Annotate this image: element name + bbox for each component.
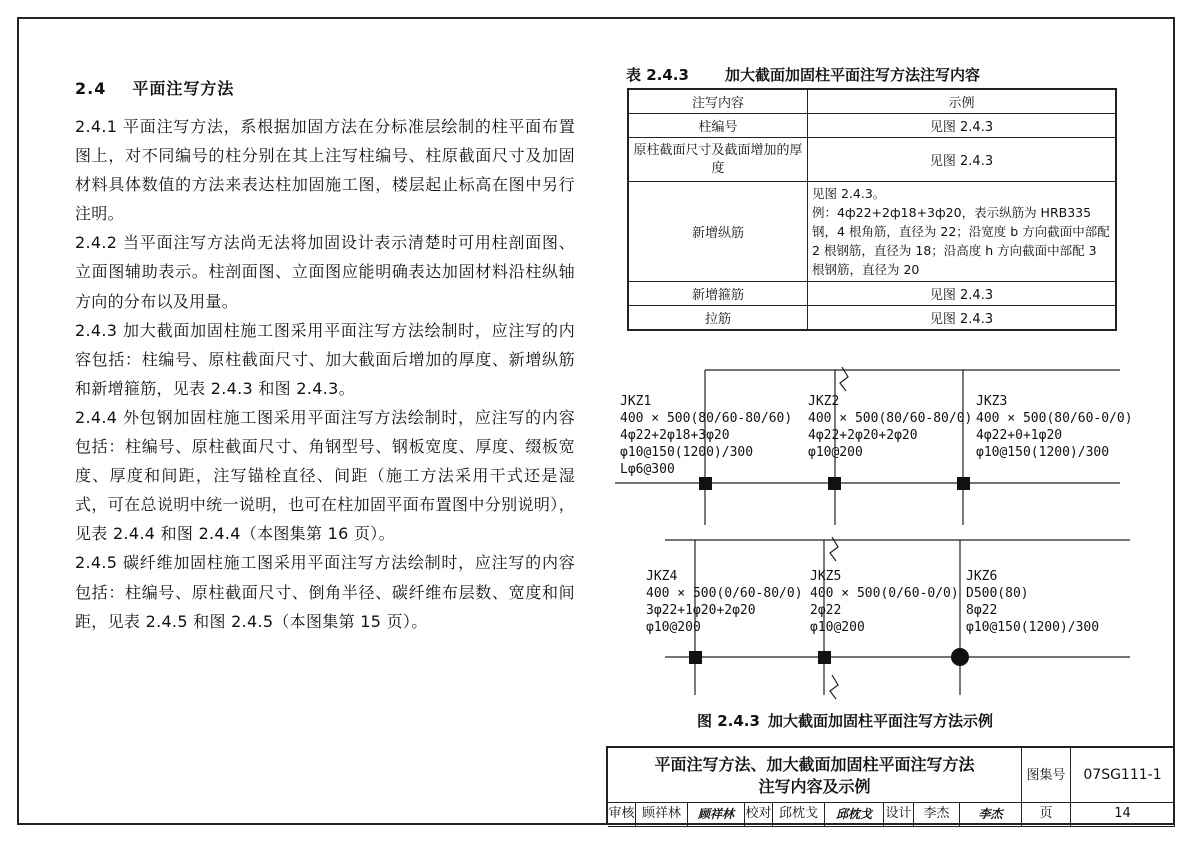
label-jkz1: JKZ1 400 × 500(80/60-80/60) 4φ22+2φ18+3φ20 φ10@150(1200)/300 Lφ6@300 — [620, 394, 793, 477]
paragraph-2-4-1: 2.4.1 平面注写方法，系根据加固方法在分标准层绘制的柱平面布置图上，对不同编号的柱分别在其上注写柱编号、柱原截面尺寸及加固材料具体数值的方法来表达柱加固施工图，楼层起止标高在图中另行注明。 — [75, 117, 575, 224]
section-title: 平面注写方法 — [132, 79, 235, 98]
column-jkz3 — [957, 477, 970, 490]
table-caption — [626, 64, 980, 85]
reviewer-name: 顾祥林 — [636, 803, 688, 827]
paragraph-2-4-4: 2.4.4 外包钢加固柱施工图采用平面注写方法绘制时，应注写的内容包括：柱编号、原柱截面尺寸、角钢型号、钢板宽度、厚度、缀板宽度、厚度和间距，注写锚栓直径、间距（施工方法采用干式还是湿式，可在总说明中统一说明，也可在柱加固平面布置图中分别说明），见表 2.4.4 和图 2.4.4（本图集第 16 页）。 — [75, 407, 575, 544]
review-label: 审核 — [608, 803, 636, 827]
drawing-title-line2: 注写内容及示例 — [758, 777, 871, 796]
label-jkz5: JKZ5 400 × 500(0/60-0/0) 2φ22 φ10@200 — [810, 569, 959, 635]
table-cell: 原柱截面尺寸及截面增加的厚度 — [628, 138, 808, 182]
design-label: 设计 — [884, 803, 914, 827]
table-cell: 见图 2.4.3 — [808, 114, 1117, 138]
table-row — [628, 282, 1116, 306]
designer-name: 李杰 — [914, 803, 960, 827]
body-text — [75, 112, 575, 636]
label-jkz3: JKZ3 400 × 500(80/60-0/0) 4φ22+0+1φ20 φ10@150(1200)/300 — [976, 394, 1133, 460]
paragraph-2-4-2: 2.4.2 当平面注写方法尚无法将加固设计表示清楚时可用柱剖面图、立面图辅助表示。柱剖面图、立面图应能明确表达加固材料沿柱纵轴方向的分布以及用量。 — [75, 233, 575, 311]
figure-title: 加大截面加固柱平面注写方法示例 — [767, 712, 993, 730]
page-label: 页 — [1022, 803, 1071, 827]
column-jkz2 — [828, 477, 841, 490]
table-row — [628, 138, 1116, 182]
reviewer-signature: 顾祥林 — [688, 803, 745, 827]
break-mark — [840, 367, 848, 391]
column-jkz5 — [818, 651, 831, 664]
designer-signature: 李杰 — [960, 803, 1022, 827]
table-header: 注写内容 — [628, 89, 808, 114]
label-jkz2: JKZ2 400 × 500(80/60-80/0) 4φ22+2φ20+2φ20 φ10@200 — [808, 394, 973, 460]
table-cell: 见图 2.4.3 — [808, 282, 1117, 306]
page-number: 14 — [1071, 803, 1175, 827]
checker-name: 邱枕戈 — [773, 803, 825, 827]
column-jkz1 — [699, 477, 712, 490]
paragraph-2-4-5: 2.4.5 碳纤维加固柱施工图采用平面注写方法绘制时，应注写的内容包括：柱编号、原柱截面尺寸、倒角半径、碳纤维布层数、宽度和间距，见表 2.4.5 和图 2.4.5（本图集第 15 页）。 — [75, 553, 575, 631]
checker-signature: 邱枕戈 — [825, 803, 884, 827]
table-row — [628, 182, 1116, 282]
label-jkz4: JKZ4 400 × 500(0/60-80/0) 3φ22+1φ20+2φ20 φ10@200 — [646, 569, 803, 635]
section-heading — [75, 76, 234, 99]
title-block — [606, 746, 1175, 825]
drawing-title — [608, 748, 1022, 803]
paragraph-2-4-3: 2.4.3 加大截面加固柱施工图采用平面注写方法绘制时，应注写的内容包括：柱编号、原柱截面尺寸、加大截面后增加的厚度、新增纵筋和新增箍筋，见表 2.4.3 和图 2.4.3。 — [75, 320, 575, 398]
table-id: 表 2.4.3 — [626, 66, 689, 84]
table-cell: 见图 2.4.3。 例：4ф22+2ф18+3ф20，表示纵筋为 HRB335 钢，4 根角筋，直径为 22；沿宽度 b 方向截面中部配 2 根钢筋，直径为 18；沿高度 h 方向截面中部配 3 根钢筋，直径为 20 — [808, 182, 1117, 282]
break-mark — [830, 675, 838, 699]
column-jkz4 — [689, 651, 702, 664]
table-cell: 新增纵筋 — [628, 182, 808, 282]
table-header: 示例 — [808, 89, 1117, 114]
label-jkz6: JKZ6 D500(80) 8φ22 φ10@150(1200)/300 — [966, 569, 1100, 635]
table-cell: 柱编号 — [628, 114, 808, 138]
figure-caption — [697, 710, 993, 731]
atlas-label: 图集号 — [1022, 748, 1071, 803]
table-cell: 见图 2.4.3 — [808, 306, 1117, 331]
table-cell: 新增箍筋 — [628, 282, 808, 306]
table-title: 加大截面加固柱平面注写方法注写内容 — [724, 66, 980, 84]
atlas-number: 07SG111-1 — [1071, 748, 1175, 803]
figure-id: 图 2.4.3 — [697, 712, 760, 730]
content-table — [627, 88, 1117, 331]
check-label: 校对 — [745, 803, 773, 827]
section-number: 2.4 — [75, 79, 107, 98]
table-cell: 拉筋 — [628, 306, 808, 331]
drawing-title-line1: 平面注写方法、加大截面加固柱平面注写方法 — [654, 755, 975, 774]
column-jkz6 — [951, 648, 969, 666]
table-header-row — [628, 89, 1116, 114]
column-plan-figure — [610, 355, 1133, 705]
table-row — [628, 114, 1116, 138]
table-row — [628, 306, 1116, 331]
table-cell: 见图 2.4.3 — [808, 138, 1117, 182]
